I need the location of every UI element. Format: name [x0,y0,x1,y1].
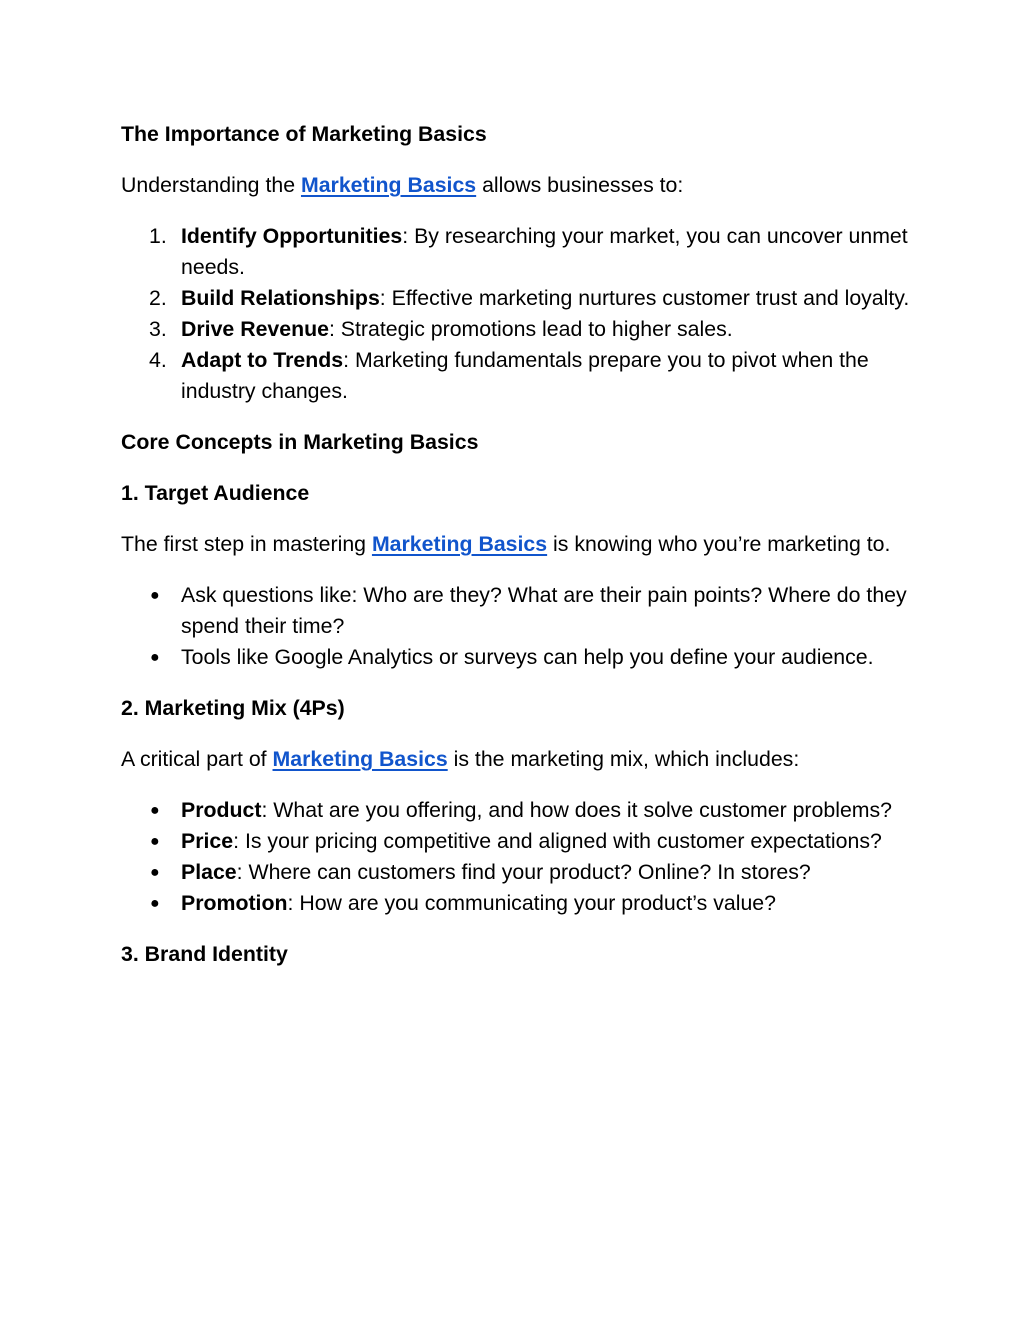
list-item [121,795,911,826]
subheading-target-audience: 1. Target Audience [121,481,310,505]
list-item-term: Promotion [181,891,288,915]
list-item [121,221,911,283]
list-item [121,345,911,407]
mix-text-before: A critical part of [121,747,273,771]
list-item [121,283,911,314]
bullet-icon: ● [150,802,160,819]
list-item-text: : By researching your market, you can uncover unmet needs. [181,224,908,279]
section-heading-core-concepts: Core Concepts in Marketing Basics [121,430,479,454]
list-item-term: Identify Opportunities [181,224,403,248]
marketing-basics-link[interactable]: Marketing Basics [371,532,548,556]
list-item-text: : Marketing fundamentals prepare you to pivot when the industry changes. [181,348,869,403]
list-item-term: Build Relationships [181,286,380,310]
benefits-list [121,221,911,407]
bullet-icon: ● [150,864,160,881]
mix-paragraph [121,744,911,775]
target-text-before: The first step in mastering [121,532,372,556]
list-number: 1. [149,224,167,248]
subheading-marketing-mix: 2. Marketing Mix (4Ps) [121,696,345,720]
list-item-text: : Strategic promotions lead to higher sales. [328,317,733,341]
list-item-text: Ask questions like: Who are they? What are their pain points? Where do they spend their time? [181,583,907,638]
list-item-text: Tools like Google Analytics or surveys can help you define your audience. [181,645,874,669]
bullet-icon: ● [150,895,160,912]
list-item-term: Adapt to Trends [181,348,344,372]
list-number: 3. [149,317,167,341]
list-item-text: : What are you offering, and how does it solve customer problems? [261,798,893,822]
list-item [121,888,911,919]
target-bullet-list [121,580,911,673]
list-item [121,314,911,345]
list-item-term: Product [181,798,262,822]
list-item-text: : Where can customers find your product? Online? In stores? [236,860,811,884]
list-item [121,857,911,888]
list-item-term: Price [181,829,234,853]
list-item-term: Drive Revenue [181,317,329,341]
intro-paragraph [121,170,911,201]
list-item [121,826,911,857]
target-paragraph [121,529,911,560]
list-number: 4. [149,348,167,372]
subheading-brand-identity: 3. Brand Identity [121,942,288,966]
marketing-basics-link[interactable]: Marketing Basics [272,747,448,771]
bullet-icon: ● [150,833,160,850]
intro-text-after: allows businesses to: [476,173,684,197]
list-item-term: Place [181,860,237,884]
bullet-icon: ● [150,587,160,604]
bullet-icon: ● [150,649,160,666]
marketing-basics-link[interactable]: Marketing Basics [300,173,477,197]
target-text-after: is knowing who you’re marketing to. [547,532,891,556]
list-item-text: : Effective marketing nurtures customer trust and loyalty. [379,286,910,310]
list-number: 2. [149,286,167,310]
intro-text-before: Understanding the [121,173,301,197]
list-item-text: : Is your pricing competitive and aligned with customer expectations? [233,829,882,853]
section-heading-importance: The Importance of Marketing Basics [121,122,487,146]
list-item [121,642,911,673]
list-item-text: : How are you communicating your product’s value? [287,891,776,915]
mix-text-after: is the marketing mix, which includes: [447,747,800,771]
document-page [121,119,911,970]
mix-bullet-list [121,795,911,919]
list-item [121,580,911,642]
